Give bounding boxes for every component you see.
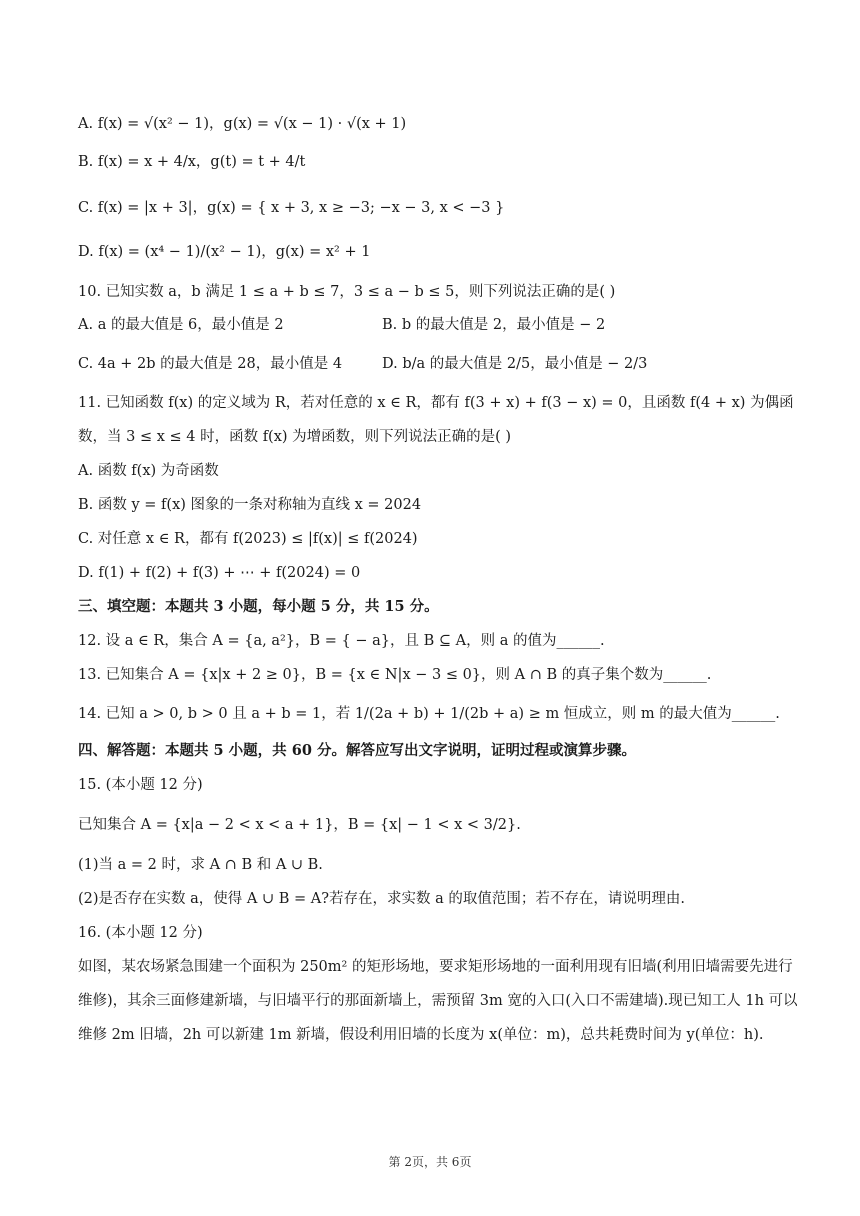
- question-14: 14. 已知 a > 0, b > 0 且 a + b = 1，若 1/(2a + b) + 1/(2b + a) ≥ m 恒成立，则 m 的最大值为______.: [78, 706, 780, 722]
- question-16-title: 16. (本小题 12 分): [78, 925, 203, 941]
- question-10-stem: 10. 已知实数 a，b 满足 1 ≤ a + b ≤ 7，3 ≤ a − b ≤ 5，则下列说法正确的是( ): [78, 284, 616, 300]
- question-10-options-row2: [78, 354, 800, 374]
- section-4-heading: 四、解答题：本题共 5 小题，共 60 分。解答应写出文字说明，证明过程或演算步骤。: [78, 742, 636, 759]
- option-9d: D. f(x) = (x⁴ − 1)/(x² − 1)，g(x) = x² + 1: [78, 244, 371, 260]
- option-10d: D. b/a 的最大值是 2/5，最小值是 − 2/3: [382, 356, 648, 372]
- option-9a: A. f(x) = √(x² − 1)，g(x) = √(x − 1) · √(x + 1): [78, 116, 407, 132]
- question-10-options-row1: [78, 315, 800, 335]
- question-12: 12. 设 a ∈ R，集合 A = {a, a²}，B = { − a}，且 B ⊆ A，则 a 的值为______.: [78, 633, 605, 649]
- option-11c: C. 对任意 x ∈ R，都有 f(2023) ≤ |f(x)| ≤ f(2024): [78, 531, 418, 547]
- question-15-stem: 已知集合 A = {x|a − 2 < x < a + 1}，B = {x| − 1 < x < 3/2}.: [78, 817, 521, 833]
- question-15-part1: (1)当 a = 2 时，求 A ∩ B 和 A ∪ B.: [78, 857, 323, 873]
- question-13: 13. 已知集合 A = {x|x + 2 ≥ 0}，B = {x ∈ N|x − 3 ≤ 0}，则 A ∩ B 的真子集个数为______.: [78, 667, 712, 683]
- option-9b: B. f(x) = x + 4/x，g(t) = t + 4/t: [78, 154, 306, 170]
- question-16-body: 如图，某农场紧急围建一个面积为 250m² 的矩形场地，要求矩形场地的一面利用现有旧墙(利用旧墙需要先进行维修)，其余三面修建新墙，与旧墙平行的那面新墙上，需预留 3m 宽的入口(入口不需建墙).现已知工人 1h 可以维修 2m 旧墙，2h 可以新建 1m 新墙，假设利用旧墙的长度为 x(单位：m)，总共耗费时间为 y(单位：h).: [78, 959, 798, 1043]
- option-9c: C. f(x) = |x + 3|，g(x) = { x + 3, x ≥ −3; −x − 3, x < −3 }: [78, 200, 505, 216]
- option-11b: B. 函数 y = f(x) 图象的一条对称轴为直线 x = 2024: [78, 497, 422, 513]
- option-10b: B. b 的最大值是 2，最小值是 − 2: [382, 317, 606, 333]
- question-15-part2: (2)是否存在实数 a，使得 A ∪ B = A?若存在，求实数 a 的取值范围；若不存在，请说明理由.: [78, 891, 685, 907]
- option-10c: C. 4a + 2b 的最大值是 28，最小值是 4: [78, 356, 343, 372]
- option-10a: A. a 的最大值是 6，最小值是 2: [78, 317, 284, 333]
- question-15-title: 15. (本小题 12 分): [78, 777, 203, 793]
- option-11d: D. f(1) + f(2) + f(3) + ⋯ + f(2024) = 0: [78, 565, 361, 581]
- page-footer: 第 2页，共 6页: [388, 1155, 472, 1169]
- question-11-stem: 11. 已知函数 f(x) 的定义域为 R，若对任意的 x ∈ R，都有 f(3 + x) + f(3 − x) = 0，且函数 f(4 + x) 为偶函数，当 3 ≤ x ≤ 4 时，函数 f(x) 为增函数，则下列说法正确的是( ): [78, 395, 794, 445]
- option-11a: A. 函数 f(x) 为奇函数: [78, 463, 219, 479]
- section-3-heading: 三、填空题：本题共 3 小题，每小题 5 分，共 15 分。: [78, 598, 439, 615]
